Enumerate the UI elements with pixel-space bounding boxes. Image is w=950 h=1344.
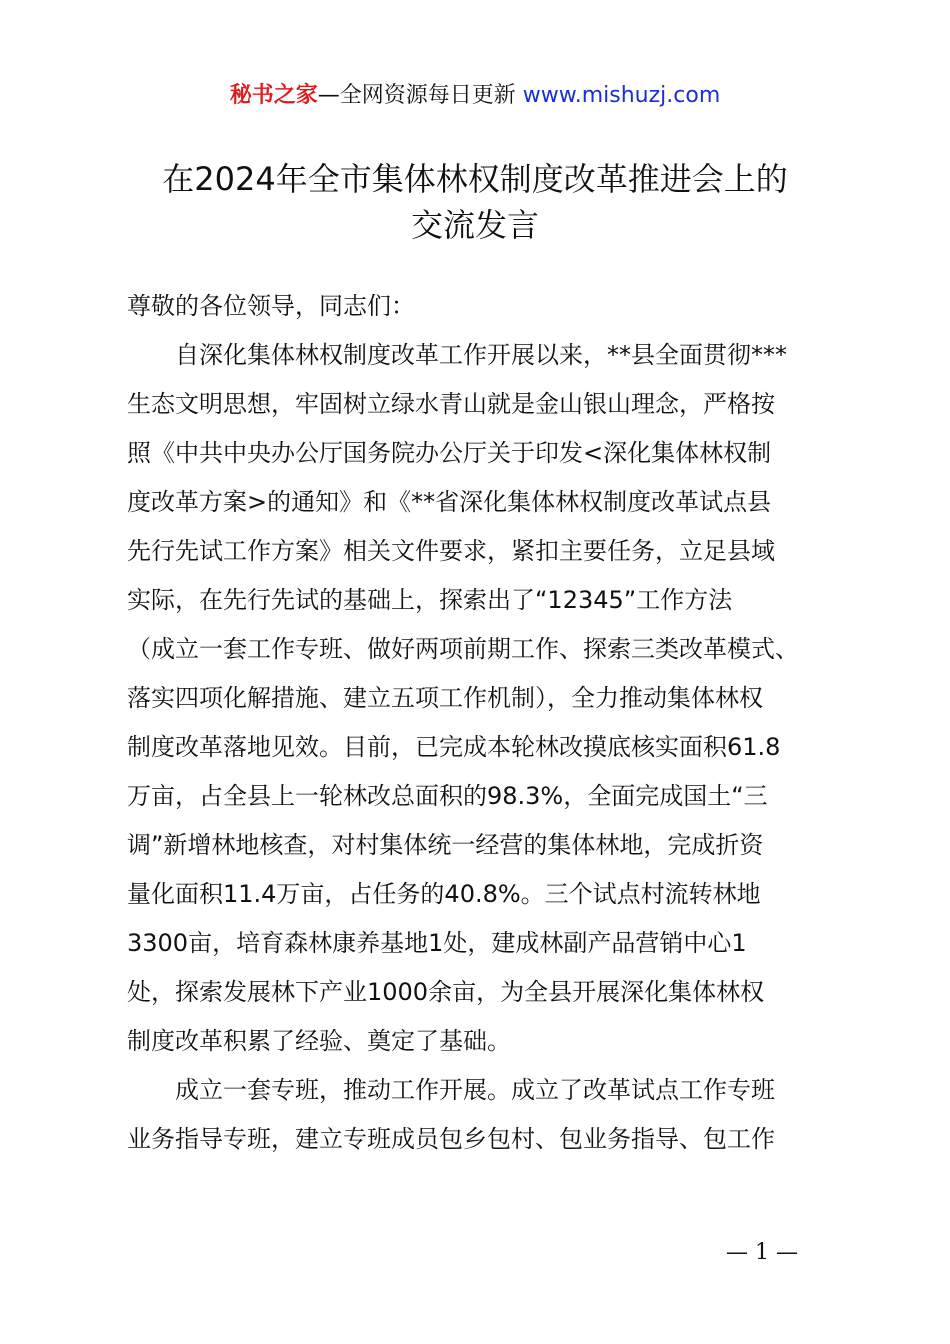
document-title xyxy=(100,156,850,248)
body-line: （成立一套工作专班、做好两项前期工作、探索三类改革模式、 xyxy=(127,635,799,663)
site-url-link[interactable]: www.mishuzj.com xyxy=(522,83,721,108)
body-line: 3300亩，培育森林康养基地1处，建成林副产品营销中心1 xyxy=(127,929,747,957)
body-line: 自深化集体林权制度改革工作开展以来，**县全面贯彻*** xyxy=(127,341,787,369)
body-line: 处，探索发展林下产业1000余亩，为全县开展深化集体林权 xyxy=(127,978,765,1006)
body-line: 业务指导专班，建立专班成员包乡包村、包业务指导、包工作 xyxy=(127,1125,775,1153)
body-line: 落实四项化解措施、建立五项工作机制），全力推动集体林权 xyxy=(127,684,763,712)
body-line: 调”新增林地核查，对村集体统一经营的集体林地，完成折资 xyxy=(127,831,764,859)
body-line: 制度改革落地见效。目前，已完成本轮林改摸底核实面积61.8 xyxy=(127,733,781,761)
body-line: 生态文明思想，牢固树立绿水青山就是金山银山理念，严格按 xyxy=(127,390,775,418)
body-line: 先行先试工作方案》相关文件要求，紧扣主要任务，立足县域 xyxy=(127,537,775,565)
body-line: 照《中共中央办公厅国务院办公厅关于印发<深化集体林权制 xyxy=(127,439,772,467)
body-line: 万亩，占全县上一轮林改总面积的98.3%，全面完成国土“三 xyxy=(127,782,768,810)
body-line: 度改革方案>的通知》和《**省深化集体林权制度改革试点县 xyxy=(127,488,772,516)
salutation: 尊敬的各位领导，同志们： xyxy=(127,292,415,320)
title-line-1: 在2024年全市集体林权制度改革推进会上的 xyxy=(162,160,788,198)
title-line-2: 交流发言 xyxy=(410,206,539,244)
body-line: 成立一套专班，推动工作开展。成立了改革试点工作专班 xyxy=(127,1076,775,1104)
document-body xyxy=(127,282,837,1164)
body-line: 制度改革积累了经验、奠定了基础。 xyxy=(127,1027,511,1055)
page-number: — 1 — xyxy=(726,1240,798,1265)
body-line: 实际，在先行先试的基础上，探索出了“12345”工作方法 xyxy=(127,586,733,614)
header-tagline: —全网资源每日更新 xyxy=(317,83,516,108)
site-header xyxy=(0,80,950,112)
body-line: 量化面积11.4万亩，占任务的40.8%。三个试点村流转林地 xyxy=(127,880,761,908)
brand-name: 秘书之家 xyxy=(229,83,318,108)
